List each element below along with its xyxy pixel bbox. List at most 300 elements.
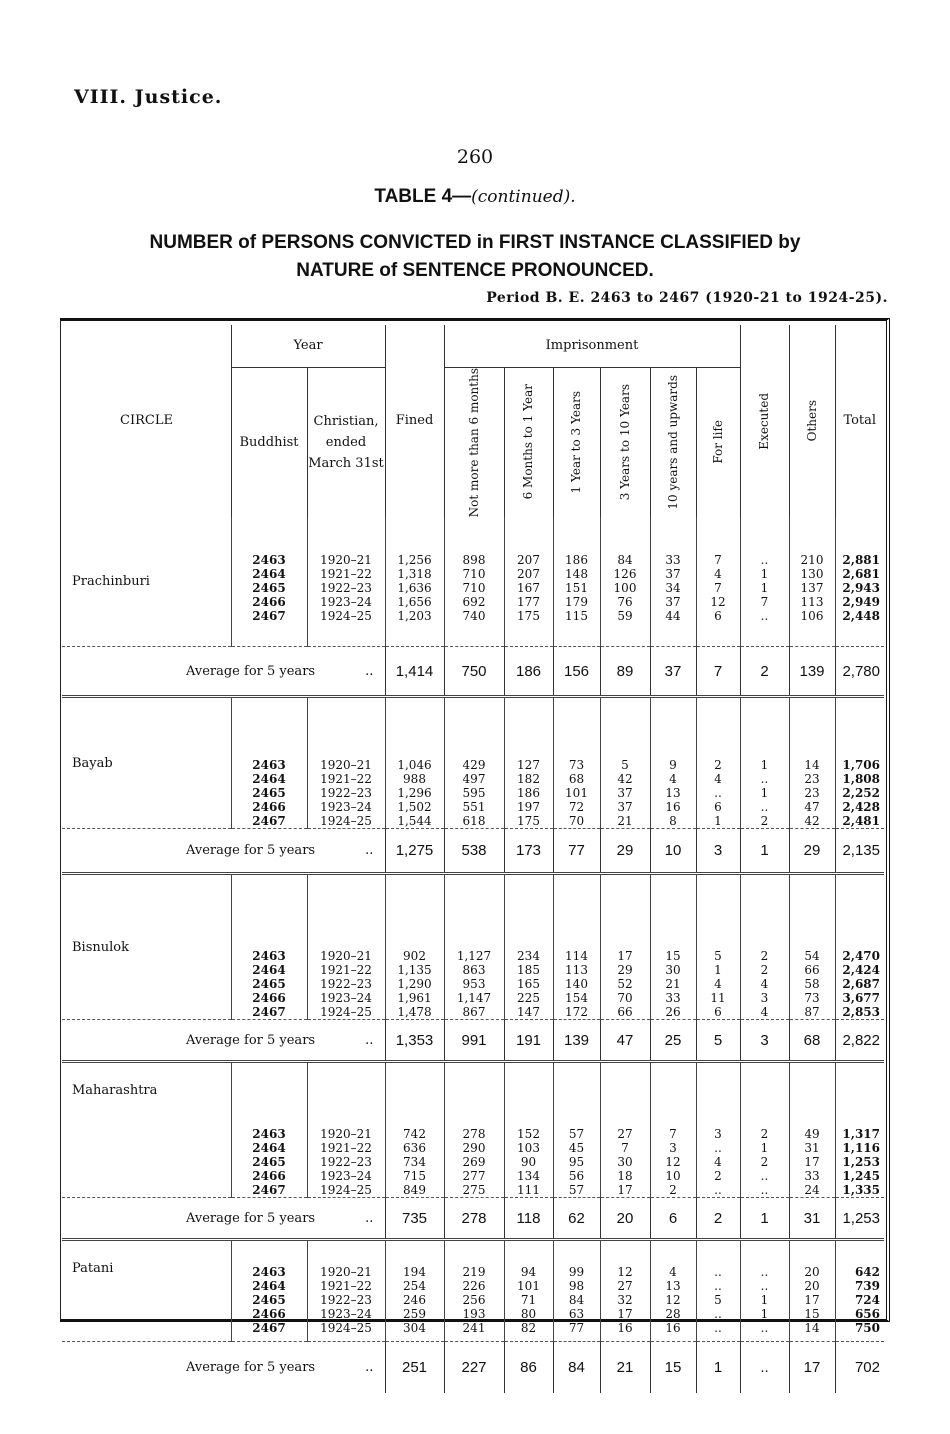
total-value: 724 xyxy=(854,1293,880,1308)
total-value: 2,428 xyxy=(842,800,880,815)
circle-row xyxy=(62,517,884,647)
fined-value: 1,478 xyxy=(397,1005,432,1020)
imp3-value: 77 xyxy=(568,1321,585,1336)
average-value: 191 xyxy=(504,1020,553,1062)
average-value: .. xyxy=(740,1341,789,1393)
buddhist-value: 2466 xyxy=(252,1169,286,1184)
average-value: 10 xyxy=(650,829,696,874)
imp2-value: 94 xyxy=(520,1265,537,1280)
fined-value: 1,502 xyxy=(397,800,432,815)
total-value: 2,681 xyxy=(842,566,880,581)
fined-value: 636 xyxy=(403,1141,426,1156)
others-value: 210 xyxy=(800,552,824,567)
christian-value: 1921–22 xyxy=(320,1279,372,1294)
buddhist-value: 2466 xyxy=(252,1307,286,1322)
buddhist-cell xyxy=(231,1241,307,1341)
average-value: 278 xyxy=(444,1198,504,1240)
imp5-value: 13 xyxy=(665,1279,681,1294)
buddhist-value: 2463 xyxy=(252,758,286,773)
imp3-value: 172 xyxy=(565,1005,588,1020)
total-value: 2,949 xyxy=(842,594,880,609)
total-value: 2,252 xyxy=(842,786,880,801)
executed-value: .. xyxy=(760,1183,769,1198)
fined-cell xyxy=(385,517,444,647)
average-label-cell xyxy=(62,1020,385,1062)
total-value: 2,424 xyxy=(842,963,880,978)
total-value: 3,677 xyxy=(842,991,880,1006)
imp1-value: 740 xyxy=(462,608,486,623)
average-value: 735 xyxy=(385,1198,444,1240)
average-value: 7 xyxy=(696,647,740,697)
total-value: 1,253 xyxy=(842,1155,880,1170)
imp1-value: 595 xyxy=(462,786,486,801)
fined-value: 1,961 xyxy=(397,991,432,1006)
imp2-value: 225 xyxy=(517,991,540,1006)
executed-value: .. xyxy=(760,552,769,567)
life-value: 4 xyxy=(714,566,722,581)
imp4-value: 84 xyxy=(617,552,633,567)
others-value: 137 xyxy=(800,580,824,595)
buddhist-value: 2466 xyxy=(252,800,286,815)
christian-value: 1920–21 xyxy=(320,1127,372,1142)
imp-col-header: 3 Years to 10 Years xyxy=(600,367,650,517)
imp4-value: 66 xyxy=(617,1005,633,1020)
imp3-value: 57 xyxy=(568,1127,585,1142)
life-value: 6 xyxy=(714,1005,722,1020)
life-cell xyxy=(696,517,740,647)
average-label-cell xyxy=(62,1198,385,1240)
others-value: 24 xyxy=(804,1183,820,1198)
circle-name: Bisnulok xyxy=(72,939,129,955)
average-value: 1 xyxy=(740,1198,789,1240)
life-value: 4 xyxy=(714,772,722,787)
average-dots: .. xyxy=(365,1360,374,1376)
average-value: 17 xyxy=(789,1341,835,1393)
imp4-value: 17 xyxy=(617,1183,633,1198)
others-cell xyxy=(789,698,835,829)
executed-value: .. xyxy=(760,1265,769,1280)
christian-value: 1923–24 xyxy=(320,1169,372,1184)
fined-cell xyxy=(385,1241,444,1341)
executed-value: .. xyxy=(760,608,769,623)
average-value: 991 xyxy=(444,1020,504,1062)
life-cell xyxy=(696,1063,740,1198)
imp5-value: 7 xyxy=(669,1127,677,1142)
section-title: VIII. Justice. xyxy=(74,86,223,108)
imp4-cell xyxy=(600,875,650,1020)
buddhist-value: 2465 xyxy=(252,580,286,595)
imp5-cell xyxy=(650,875,696,1020)
average-value: 1,414 xyxy=(385,647,444,697)
average-value: 37 xyxy=(650,647,696,697)
buddhist-value: 2465 xyxy=(252,1293,286,1308)
circle-row xyxy=(62,1063,884,1198)
imp2-value: 90 xyxy=(520,1155,537,1170)
average-value: 25 xyxy=(650,1020,696,1062)
buddhist-value: 2465 xyxy=(252,977,286,992)
average-value: 21 xyxy=(600,1341,650,1393)
imp2-cell xyxy=(504,1063,553,1198)
christian-value: 1922–23 xyxy=(320,1155,372,1170)
imp2-value: 165 xyxy=(517,977,540,992)
imp5-value: 12 xyxy=(665,1155,681,1170)
life-value: 11 xyxy=(710,991,726,1006)
imp2-value: 207 xyxy=(517,566,540,581)
total-value: 642 xyxy=(854,1265,880,1280)
christian-value: 1923–24 xyxy=(320,594,372,609)
imp-col-header: 6 Months to 1 Year xyxy=(504,367,553,517)
imp4-value: 18 xyxy=(617,1169,633,1184)
executed-value: 2 xyxy=(760,963,769,978)
total-value: 2,481 xyxy=(842,814,880,829)
total-value: 2,943 xyxy=(842,580,880,595)
imp5-value: 9 xyxy=(669,758,677,773)
imp5-value: 37 xyxy=(665,566,681,581)
christian-value: 1922–23 xyxy=(320,977,372,992)
others-header: Others xyxy=(789,325,835,517)
total-value: 2,470 xyxy=(842,949,880,964)
imp1-value: 867 xyxy=(462,1005,486,1020)
average-value: 89 xyxy=(600,647,650,697)
christian-cell xyxy=(307,875,385,1020)
average-value: 1,353 xyxy=(385,1020,444,1062)
buddhist-value: 2464 xyxy=(252,963,286,978)
christian-cell xyxy=(307,1063,385,1198)
average-row xyxy=(62,1341,884,1393)
buddhist-value: 2465 xyxy=(252,786,286,801)
imp2-value: 175 xyxy=(517,814,540,829)
imp4-value: 100 xyxy=(613,580,637,595)
average-value: 29 xyxy=(600,829,650,874)
imp2-value: 82 xyxy=(520,1321,537,1336)
average-value: 186 xyxy=(504,647,553,697)
imp5-value: 21 xyxy=(665,977,681,992)
others-value: 14 xyxy=(804,1321,820,1336)
imp5-value: 33 xyxy=(665,991,681,1006)
christian-header: Christian, ended March 31st xyxy=(307,367,385,517)
imp5-value: 28 xyxy=(665,1307,681,1322)
life-value: .. xyxy=(714,1183,722,1198)
total-value: 1,808 xyxy=(842,772,880,787)
buddhist-cell xyxy=(231,517,307,647)
imp5-value: 16 xyxy=(665,1321,681,1336)
imp3-value: 95 xyxy=(568,1155,585,1170)
executed-value: 1 xyxy=(760,1293,769,1308)
average-value: 47 xyxy=(600,1020,650,1062)
total-value: 1,706 xyxy=(842,758,880,773)
others-value: 130 xyxy=(800,566,824,581)
buddhist-value: 2464 xyxy=(252,1279,286,1294)
imp1-value: 953 xyxy=(462,977,486,992)
average-value: 6 xyxy=(650,1198,696,1240)
imp5-value: 34 xyxy=(665,580,681,595)
fined-value: 849 xyxy=(403,1183,426,1198)
imp1-value: 241 xyxy=(462,1321,486,1336)
total-value: 2,448 xyxy=(842,608,880,623)
average-dots: .. xyxy=(365,843,374,859)
imp4-value: 16 xyxy=(617,1321,633,1336)
others-cell xyxy=(789,1241,835,1341)
total-cell xyxy=(835,1241,884,1341)
executed-value: 2 xyxy=(760,1127,769,1142)
imp1-value: 269 xyxy=(462,1155,486,1170)
imp2-value: 71 xyxy=(520,1293,537,1308)
christian-cell xyxy=(307,698,385,829)
executed-value: 2 xyxy=(760,814,769,829)
circle-name: Maharashtra xyxy=(72,1083,158,1099)
executed-value: .. xyxy=(760,1279,769,1294)
year-header: Year xyxy=(231,325,385,367)
others-value: 20 xyxy=(804,1279,820,1294)
imp1-value: 710 xyxy=(462,566,486,581)
imp2-value: 234 xyxy=(517,949,540,964)
christian-value: 1921–22 xyxy=(320,566,372,581)
convictions-table xyxy=(62,325,884,1393)
executed-value: .. xyxy=(760,1321,769,1336)
imp4-value: 52 xyxy=(617,977,633,992)
christian-value: 1920–21 xyxy=(320,552,372,567)
buddhist-value: 2464 xyxy=(252,772,286,787)
circle-row xyxy=(62,875,884,1020)
executed-cell xyxy=(740,1063,789,1198)
imp-col-header: 10 years and upwards xyxy=(650,367,696,517)
fined-value: 1,318 xyxy=(397,566,432,581)
average-value: 31 xyxy=(789,1198,835,1240)
buddhist-header: Buddhist xyxy=(231,367,307,517)
total-value: 1,335 xyxy=(842,1183,880,1198)
fined-value: 259 xyxy=(403,1307,426,1322)
imp5-value: 15 xyxy=(665,949,681,964)
christian-value: 1921–22 xyxy=(320,963,372,978)
imp3-value: 101 xyxy=(565,786,588,801)
imp2-value: 80 xyxy=(520,1307,537,1322)
executed-value: 2 xyxy=(760,949,769,964)
buddhist-value: 2467 xyxy=(252,1005,286,1020)
total-value: 2,687 xyxy=(842,977,880,992)
fined-value: 1,544 xyxy=(397,814,432,829)
fined-value: 304 xyxy=(403,1321,426,1336)
others-cell xyxy=(789,517,835,647)
executed-cell xyxy=(740,517,789,647)
imp1-value: 497 xyxy=(462,772,486,787)
buddhist-value: 2464 xyxy=(252,566,286,581)
imp1-cell xyxy=(444,1063,504,1198)
imp5-value: 13 xyxy=(665,786,681,801)
imp5-value: 33 xyxy=(665,552,681,567)
imp5-value: 30 xyxy=(665,963,681,978)
table-title-cont: (continued). xyxy=(471,187,576,207)
average-dots: .. xyxy=(365,1210,374,1226)
buddhist-value: 2466 xyxy=(252,594,286,609)
imp5-value: 37 xyxy=(665,594,681,609)
executed-value: 4 xyxy=(760,977,769,992)
average-row xyxy=(62,1198,884,1240)
fined-value: 1,046 xyxy=(397,758,432,773)
life-value: 6 xyxy=(714,608,722,623)
life-value: 2 xyxy=(714,1169,722,1184)
imp1-value: 692 xyxy=(462,594,486,609)
buddhist-value: 2463 xyxy=(252,552,286,567)
average-dots: .. xyxy=(365,663,374,679)
average-value: 173 xyxy=(504,829,553,874)
others-value: 17 xyxy=(804,1293,820,1308)
imp1-value: 290 xyxy=(462,1141,486,1156)
executed-value: 1 xyxy=(760,758,769,773)
fined-value: 1,656 xyxy=(397,594,432,609)
average-value: 1 xyxy=(696,1341,740,1393)
imp1-cell xyxy=(444,1241,504,1341)
imp3-value: 179 xyxy=(565,594,588,609)
imp3-value: 68 xyxy=(568,772,585,787)
average-value: 20 xyxy=(600,1198,650,1240)
christian-value: 1923–24 xyxy=(320,1307,372,1322)
fined-value: 194 xyxy=(403,1265,426,1280)
average-value: 118 xyxy=(504,1198,553,1240)
imp2-cell xyxy=(504,517,553,647)
christian-value: 1920–21 xyxy=(320,758,372,773)
executed-value: .. xyxy=(760,772,769,787)
buddhist-cell xyxy=(231,1063,307,1198)
fined-value: 1,636 xyxy=(397,580,432,595)
imp1-value: 551 xyxy=(462,800,486,815)
imp4-cell xyxy=(600,698,650,829)
imp5-value: 12 xyxy=(665,1293,681,1308)
average-value: 538 xyxy=(444,829,504,874)
executed-value: 1 xyxy=(760,580,769,595)
imp4-value: 30 xyxy=(617,1155,633,1170)
average-value: 2 xyxy=(696,1198,740,1240)
executed-value: .. xyxy=(760,800,769,815)
life-value: 4 xyxy=(714,1155,722,1170)
imp3-value: 114 xyxy=(565,949,588,964)
buddhist-value: 2463 xyxy=(252,949,286,964)
total-cell xyxy=(835,875,884,1020)
imp3-value: 56 xyxy=(568,1169,585,1184)
imp2-value: 101 xyxy=(517,1279,540,1294)
buddhist-cell xyxy=(231,698,307,829)
circle-header: CIRCLE xyxy=(120,413,173,429)
imp2-value: 127 xyxy=(517,758,540,773)
life-value: .. xyxy=(714,1307,722,1322)
page-number: 260 xyxy=(456,146,494,168)
imp4-value: 27 xyxy=(617,1279,633,1294)
imp4-value: 126 xyxy=(613,566,637,581)
life-value: .. xyxy=(714,1321,722,1336)
total-value: 2,853 xyxy=(842,1005,880,1020)
total-header: Total xyxy=(835,325,884,517)
imp3-value: 186 xyxy=(565,552,588,567)
table-body xyxy=(62,517,884,1394)
total-value: 656 xyxy=(854,1307,880,1322)
imp2-value: 103 xyxy=(517,1141,540,1156)
imp1-value: 618 xyxy=(462,814,486,829)
average-value: 2,822 xyxy=(835,1020,884,1062)
fined-value: 988 xyxy=(403,772,426,787)
others-value: 87 xyxy=(804,1005,820,1020)
fined-value: 742 xyxy=(403,1127,426,1142)
imp3-value: 45 xyxy=(568,1141,585,1156)
average-value: 1,253 xyxy=(835,1198,884,1240)
imp3-value: 148 xyxy=(565,566,588,581)
fined-value: 1,296 xyxy=(397,786,432,801)
executed-value: 3 xyxy=(760,991,769,1006)
imp1-cell xyxy=(444,517,504,647)
imp2-value: 185 xyxy=(517,963,540,978)
imp3-value: 73 xyxy=(568,758,585,773)
others-cell xyxy=(789,1063,835,1198)
imp3-value: 99 xyxy=(568,1265,585,1280)
average-value: 84 xyxy=(553,1341,600,1393)
imp3-cell xyxy=(553,1063,600,1198)
imp5-value: 44 xyxy=(665,608,681,623)
imp4-value: 76 xyxy=(617,594,633,609)
imp3-value: 154 xyxy=(565,991,588,1006)
imp3-value: 63 xyxy=(568,1307,585,1322)
imp1-value: 226 xyxy=(462,1279,486,1294)
fined-value: 1,203 xyxy=(397,608,432,623)
life-value: .. xyxy=(714,1141,722,1156)
life-value: 1 xyxy=(714,814,722,829)
imp3-value: 140 xyxy=(565,977,588,992)
others-value: 20 xyxy=(804,1265,820,1280)
average-value: 1,275 xyxy=(385,829,444,874)
buddhist-value: 2465 xyxy=(252,1155,286,1170)
others-value: 42 xyxy=(804,814,820,829)
christian-value: 1924–25 xyxy=(320,1005,372,1020)
imp5-value: 3 xyxy=(669,1141,677,1156)
average-label-cell xyxy=(62,647,385,697)
others-value: 54 xyxy=(804,949,820,964)
imp3-value: 98 xyxy=(568,1279,585,1294)
fined-cell xyxy=(385,875,444,1020)
average-value: 62 xyxy=(553,1198,600,1240)
imp5-cell xyxy=(650,1063,696,1198)
christian-value: 1924–25 xyxy=(320,1321,372,1336)
imp1-value: 710 xyxy=(462,580,486,595)
life-cell xyxy=(696,875,740,1020)
imp3-value: 72 xyxy=(568,800,585,815)
total-cell xyxy=(835,1063,884,1198)
imp4-value: 29 xyxy=(617,963,633,978)
average-value: 5 xyxy=(696,1020,740,1062)
imp2-value: 147 xyxy=(517,1005,540,1020)
imp4-value: 59 xyxy=(617,608,633,623)
executed-value: 4 xyxy=(760,1005,769,1020)
circle-name: Bayab xyxy=(72,755,113,771)
total-value: 750 xyxy=(854,1321,880,1336)
average-dots: .. xyxy=(365,1032,374,1048)
imp4-value: 70 xyxy=(617,991,633,1006)
fined-cell xyxy=(385,1063,444,1198)
fined-value: 902 xyxy=(403,949,426,964)
life-value: 4 xyxy=(714,977,722,992)
life-value: 2 xyxy=(714,758,722,773)
imp2-value: 197 xyxy=(517,800,540,815)
imp5-value: 26 xyxy=(665,1005,681,1020)
others-value: 58 xyxy=(804,977,820,992)
imp2-value: 134 xyxy=(517,1169,540,1184)
imp4-value: 7 xyxy=(621,1141,629,1156)
imp1-value: 193 xyxy=(462,1307,486,1322)
life-value: .. xyxy=(714,786,722,801)
christian-value: 1924–25 xyxy=(320,1183,372,1198)
executed-value: 1 xyxy=(760,566,769,581)
imp1-value: 1,147 xyxy=(456,991,492,1006)
fined-value: 246 xyxy=(403,1293,426,1308)
average-value: 251 xyxy=(385,1341,444,1393)
imp3-cell xyxy=(553,517,600,647)
average-value: 3 xyxy=(740,1020,789,1062)
